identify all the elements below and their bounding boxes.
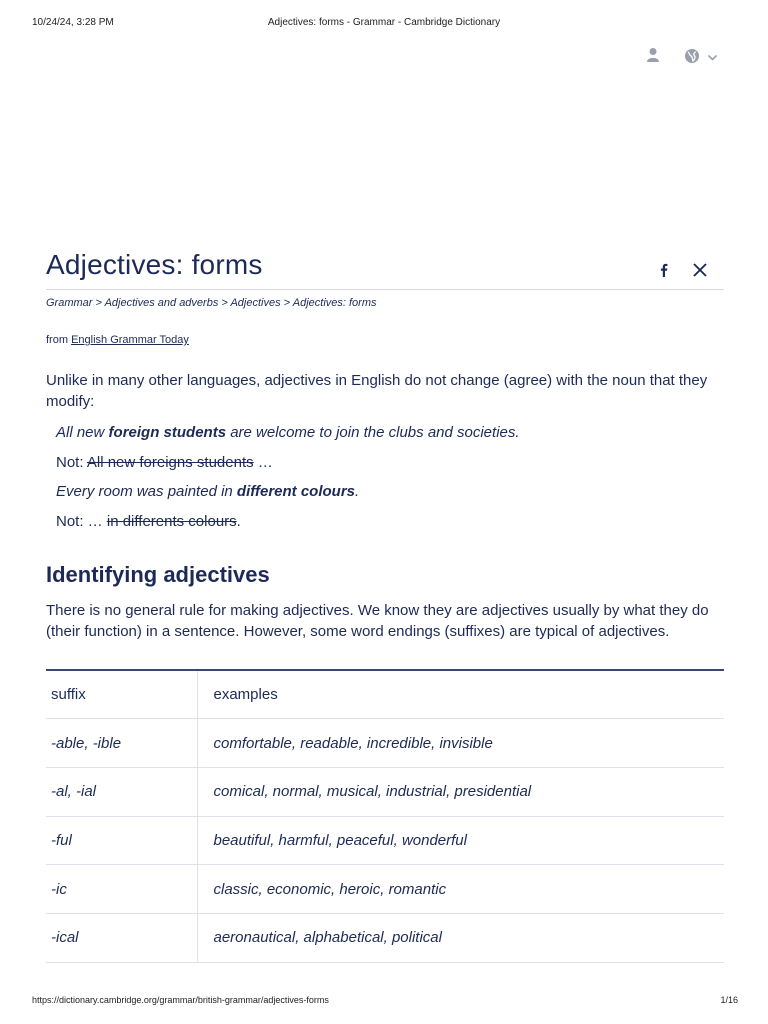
table-row [46,816,724,865]
top-toolbar [640,47,730,65]
examples-cell: comical, normal, musical, industrial, presidential [197,767,724,816]
example-text: are welcome to join the clubs and societies. [226,424,520,441]
suffix-cell: -ic [46,865,197,914]
breadcrumb-separator: > [280,297,293,309]
section-heading: Identifying adjectives [46,562,270,587]
struck-text: in differents colours [106,512,237,530]
chevron-down-icon[interactable] [707,50,718,61]
example-highlight: foreign students [108,424,227,441]
not-label: Not: … [56,512,107,530]
breadcrumb-separator: > [92,297,105,309]
not-label: Not: [56,453,87,471]
ellipsis: … [253,453,273,471]
examples-cell: aeronautical, alphabetical, political [197,913,724,962]
examples-cell: classic, economic, heroic, romantic [197,865,724,914]
incorrect-example [56,511,726,541]
example-highlight: different colours [236,483,355,500]
table-row [46,767,724,816]
globe-icon[interactable] [684,48,700,64]
print-url: https://dictionary.cambridge.org/grammar/british-grammar/adjectives-forms [32,995,329,1005]
table-header-suffix: suffix [46,670,197,719]
table-row [46,865,724,914]
x-icon[interactable] [692,262,708,278]
suffix-cell: -able, -ible [46,719,197,768]
source-link[interactable]: English Grammar Today [71,334,189,346]
section-paragraph: There is no general rule for making adjectives. We know they are adjectives usually by what they do (their function) in a sentence. However, some word endings (suffixes) are typical of adjectives. [46,602,709,640]
examples-cell: comfortable, readable, incredible, invisible [197,719,724,768]
example-text: . [355,483,360,500]
source-line [46,334,189,346]
suffix-cell: -ical [46,913,197,962]
breadcrumb-separator: > [218,297,231,309]
example-list [56,422,726,540]
breadcrumb-item-grammar[interactable]: Grammar [46,297,93,309]
source-prefix: from [46,334,72,346]
print-footer [32,995,738,1007]
page-title: Adjectives: forms [46,249,263,280]
struck-text: All new foreigns students [86,453,254,471]
breadcrumb-item-adjectives[interactable]: Adjectives [230,297,281,309]
suffix-cell: -ful [46,816,197,865]
period: . [236,512,241,530]
print-page-number: 1/16 [720,995,738,1005]
table-row [46,719,724,768]
example-text: All new [56,424,109,441]
example-sentence [56,422,726,452]
intro-paragraph: Unlike in many other languages, adjectives in English do not change (agree) with the noun that they modify: [46,372,708,410]
print-datetime: 10/24/24, 3:28 PM [32,17,114,28]
title-row [46,246,724,290]
print-doc-title: Adjectives: forms - Grammar - Cambridge Dictionary [267,17,501,28]
user-icon[interactable] [646,47,660,63]
breadcrumb-item-adjectives-forms[interactable]: Adjectives: forms [292,297,377,309]
breadcrumb-item-adjectives-and-adverbs[interactable]: Adjectives and adverbs [104,297,219,309]
example-text: Every room was painted in [56,483,237,500]
print-header [32,17,736,31]
facebook-icon[interactable] [656,262,672,278]
table-header-examples: examples [197,670,724,719]
table-header-row [46,670,724,719]
suffix-cell: -al, -ial [46,767,197,816]
breadcrumb [46,297,377,309]
example-sentence [56,481,726,511]
examples-cell: beautiful, harmful, peaceful, wonderful [197,816,724,865]
table-row [46,913,724,962]
incorrect-example [56,452,726,482]
suffix-table [46,669,724,963]
